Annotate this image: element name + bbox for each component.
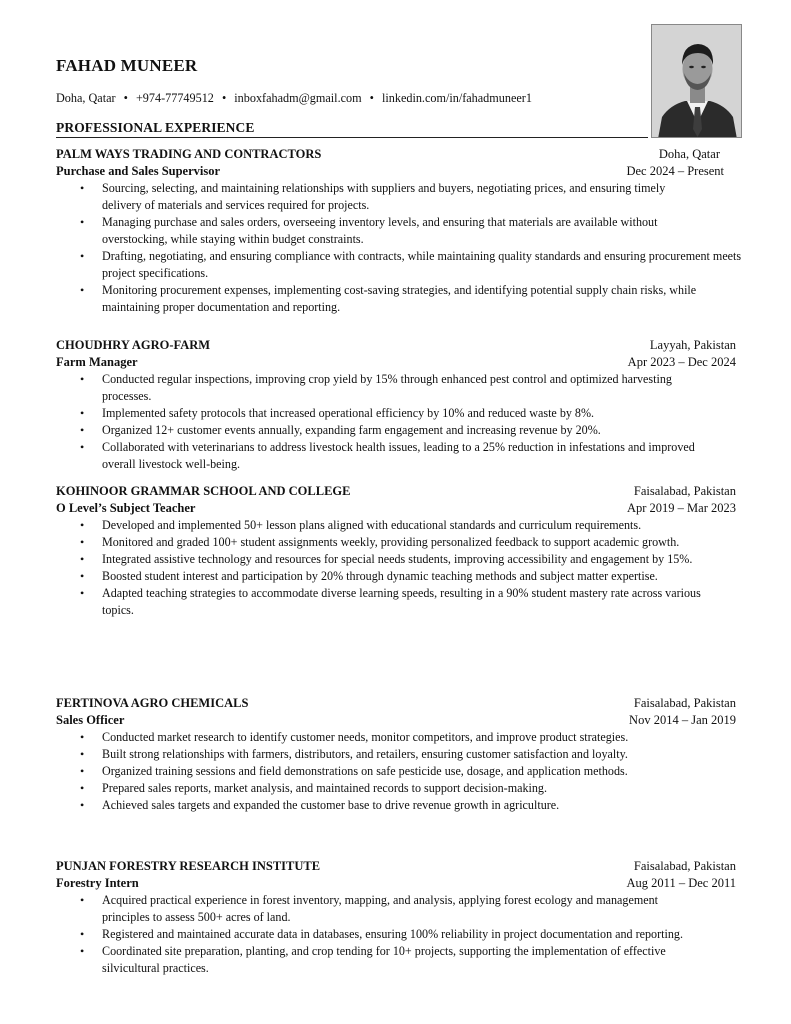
bullet-item: • Prepared sales reports, market analysis, and maintained records to support decision-making. xyxy=(56,780,736,797)
company-name: PALM WAYS TRADING AND CONTRACTORS xyxy=(56,147,322,161)
bullet-item: • Developed and implemented 50+ lesson plans aligned with educational standards and curriculum requirements. xyxy=(56,517,736,534)
bullet-item: • Conducted regular inspections, improving crop yield by 15% through enhanced pest control and optimized harvesting processes. xyxy=(56,371,736,405)
bullet-item: • Sourcing, selecting, and maintaining relationships with suppliers and buyers, negotiating prices, and ensuring timely delivery of materials and services required for projects. xyxy=(56,180,746,214)
job-role-row xyxy=(56,163,724,180)
job-dates: Apr 2019 – Mar 2023 xyxy=(626,501,736,515)
job-entry-kohinoor-grammar-school xyxy=(56,483,736,619)
job-header-row xyxy=(56,146,720,163)
job-header-row xyxy=(56,337,736,354)
contact-linkedin: linkedin.com/in/fahadmuneer1 xyxy=(381,91,532,105)
section-title-experience: PROFESSIONAL EXPERIENCE xyxy=(56,120,255,135)
job-bullets xyxy=(56,892,736,977)
bullet-item: • Acquired practical experience in forest inventory, mapping, and analysis, applying forest ecology and management principles to assess 500+ acres of land. xyxy=(56,892,736,926)
contact-separator: • xyxy=(221,91,227,105)
job-header-row xyxy=(56,483,736,500)
job-role: Purchase and Sales Supervisor xyxy=(56,164,221,178)
job-entry-fertinova-agro-chemicals xyxy=(56,695,736,814)
job-location: Doha, Qatar xyxy=(658,147,720,161)
job-header-row xyxy=(56,858,736,875)
bullet-item: • Achieved sales targets and expanded the customer base to drive revenue growth in agriculture. xyxy=(56,797,736,814)
bullet-item: • Collaborated with veterinarians to address livestock health issues, leading to a 25% reduction in infestations and improved overall livestock well-being. xyxy=(56,439,736,473)
job-role-row xyxy=(56,354,736,371)
company-name: KOHINOOR GRAMMAR SCHOOL AND COLLEGE xyxy=(56,484,351,498)
bullet-item: • Drafting, negotiating, and ensuring compliance with contracts, while maintaining quality standards and ensuring procurement meets project specifications. xyxy=(56,248,746,282)
bullet-item: • Monitored and graded 100+ student assignments weekly, providing personalized feedback to support academic growth. xyxy=(56,534,736,551)
job-dates: Apr 2023 – Dec 2024 xyxy=(627,355,736,369)
bullet-item: • Integrated assistive technology and resources for special needs students, improving accessibility and engagement by 15%. xyxy=(56,551,736,568)
contact-location: Doha, Qatar xyxy=(56,91,116,105)
profile-photo xyxy=(651,24,742,138)
company-name: PUNJAN FORESTRY RESEARCH INSTITUTE xyxy=(56,859,321,873)
section-divider xyxy=(56,137,648,138)
bullet-item: • Adapted teaching strategies to accommodate diverse learning speeds, resulting in a 90% student mastery rate across various topics. xyxy=(56,585,736,619)
candidate-name: FAHAD MUNEER xyxy=(56,56,198,75)
bullet-item: • Coordinated site preparation, planting, and crop tending for 10+ projects, supporting the implementation of effective silvicultural practices. xyxy=(56,943,736,977)
job-dates: Dec 2024 – Present xyxy=(626,164,724,178)
bullet-item: • Monitoring procurement expenses, implementing cost-saving strategies, and identifying potential supply chain risks, while maintaining proper documentation and reporting. xyxy=(56,282,746,316)
contact-phone: +974-77749512 xyxy=(135,91,214,105)
company-name: FERTINOVA AGRO CHEMICALS xyxy=(56,696,249,710)
job-entry-punjan-forestry-institute xyxy=(56,858,736,977)
company-name: CHOUDHRY AGRO-FARM xyxy=(56,338,211,352)
job-location: Faisalabad, Pakistan xyxy=(633,484,736,498)
bullet-item: • Boosted student interest and participation by 20% through dynamic teaching methods and subject matter expertise. xyxy=(56,568,736,585)
job-entry-palm-ways xyxy=(56,146,742,316)
contact-line xyxy=(56,91,532,106)
bullet-item: • Registered and maintained accurate data in databases, ensuring 100% reliability in project documentation and reporting. xyxy=(56,926,736,943)
job-header-row xyxy=(56,695,736,712)
job-role: Farm Manager xyxy=(56,355,138,369)
job-location: Faisalabad, Pakistan xyxy=(633,859,736,873)
bullet-item: • Organized training sessions and field demonstrations on safe pesticide use, dosage, and application methods. xyxy=(56,763,736,780)
job-entry-choudhry-agro-farm xyxy=(56,337,736,473)
job-location: Layyah, Pakistan xyxy=(649,338,736,352)
job-role: Forestry Intern xyxy=(56,876,139,890)
job-role: Sales Officer xyxy=(56,713,125,727)
job-dates: Aug 2011 – Dec 2011 xyxy=(626,876,736,890)
bullet-item: • Managing purchase and sales orders, overseeing inventory levels, and ensuring that materials are available without overstocking, while staying within budget constraints. xyxy=(56,214,746,248)
contact-separator: • xyxy=(369,91,374,105)
job-dates: Nov 2014 – Jan 2019 xyxy=(629,713,736,727)
bullet-item: • Organized 12+ customer events annually, expanding farm engagement and increasing revenue by 20%. xyxy=(56,422,736,439)
job-role-row xyxy=(56,875,736,892)
job-location: Faisalabad, Pakistan xyxy=(633,696,736,710)
job-role: O Level’s Subject Teacher xyxy=(56,501,196,515)
bullet-item: • Implemented safety protocols that increased operational efficiency by 10% and reduced waste by 8%. xyxy=(56,405,736,422)
contact-email: inboxfahadm@gmail.com xyxy=(234,91,362,105)
job-bullets xyxy=(56,371,736,473)
job-bullets xyxy=(56,729,736,814)
bullet-item: • Conducted market research to identify customer needs, monitor competitors, and improve product strategies. xyxy=(56,729,736,746)
job-bullets xyxy=(56,180,746,316)
job-bullets xyxy=(56,517,736,619)
job-role-row xyxy=(56,712,736,729)
contact-separator: • xyxy=(123,91,128,105)
bullet-item: • Built strong relationships with farmers, distributors, and retailers, ensuring customer satisfaction and loyalty. xyxy=(56,746,736,763)
job-role-row xyxy=(56,500,736,517)
